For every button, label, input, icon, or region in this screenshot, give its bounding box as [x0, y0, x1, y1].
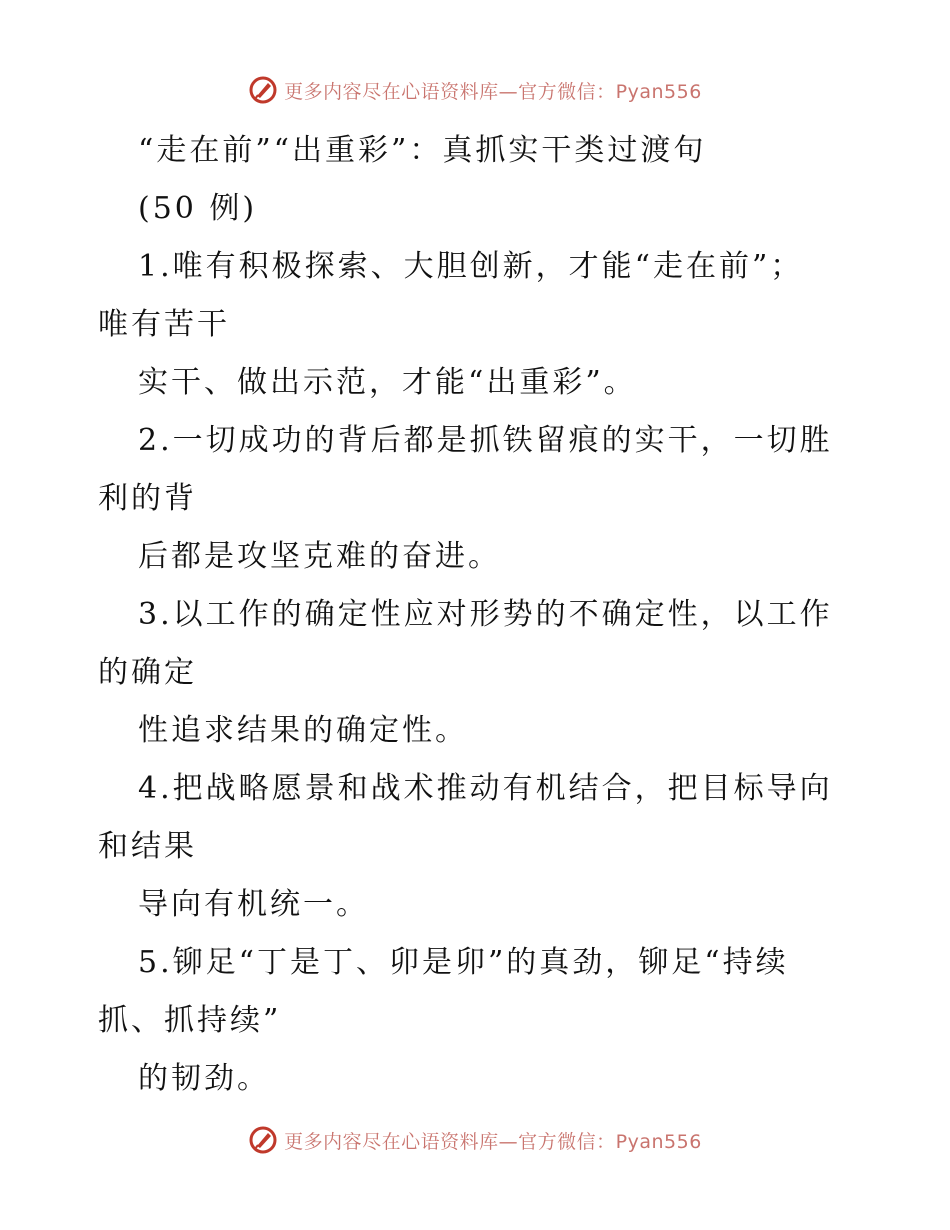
watermark-text: 更多内容尽在心语资料库—官方微信：Pyan556: [284, 80, 702, 103]
text-line: 实干、做出示范，才能“出重彩”。: [138, 365, 637, 400]
text-line: 抓、抓持续”: [98, 1003, 282, 1038]
text-line: 唯有苦干: [98, 307, 230, 342]
quill-logo-icon: [248, 75, 278, 105]
text-line: 性追求结果的确定性。: [138, 713, 468, 748]
watermark-header: [0, 70, 950, 110]
text-line: 导向有机统一。: [138, 887, 369, 922]
document-title: “走在前”“出重彩”：真抓实干类过渡句: [138, 133, 707, 168]
document-subtitle: (50 例): [138, 191, 258, 226]
quill-logo-icon: [248, 1125, 278, 1155]
text-line: 后都是攻坚克难的奋进。: [138, 539, 501, 574]
paragraph-lines: [98, 238, 858, 1108]
watermark-text: 更多内容尽在心语资料库—官方微信：Pyan556: [284, 1130, 702, 1153]
watermark-footer: [0, 1120, 950, 1160]
text-line: 2.一切成功的背后都是抓铁留痕的实干，一切胜: [138, 423, 833, 458]
text-line: 的韧劲。: [138, 1061, 270, 1096]
text-line: 和结果: [98, 829, 197, 864]
document-body: [98, 122, 858, 1108]
text-line: 4.把战略愿景和战术推动有机结合，把目标导向: [138, 771, 833, 806]
text-line: 3.以工作的确定性应对形势的不确定性，以工作: [138, 597, 833, 632]
text-line: 1.唯有积极探索、大胆创新，才能“走在前”；: [138, 249, 804, 284]
text-line: 利的背: [98, 481, 197, 516]
text-line: 的确定: [98, 655, 197, 690]
text-line: 5.铆足“丁是丁、卯是卯”的真劲，铆足“持续: [138, 945, 789, 980]
